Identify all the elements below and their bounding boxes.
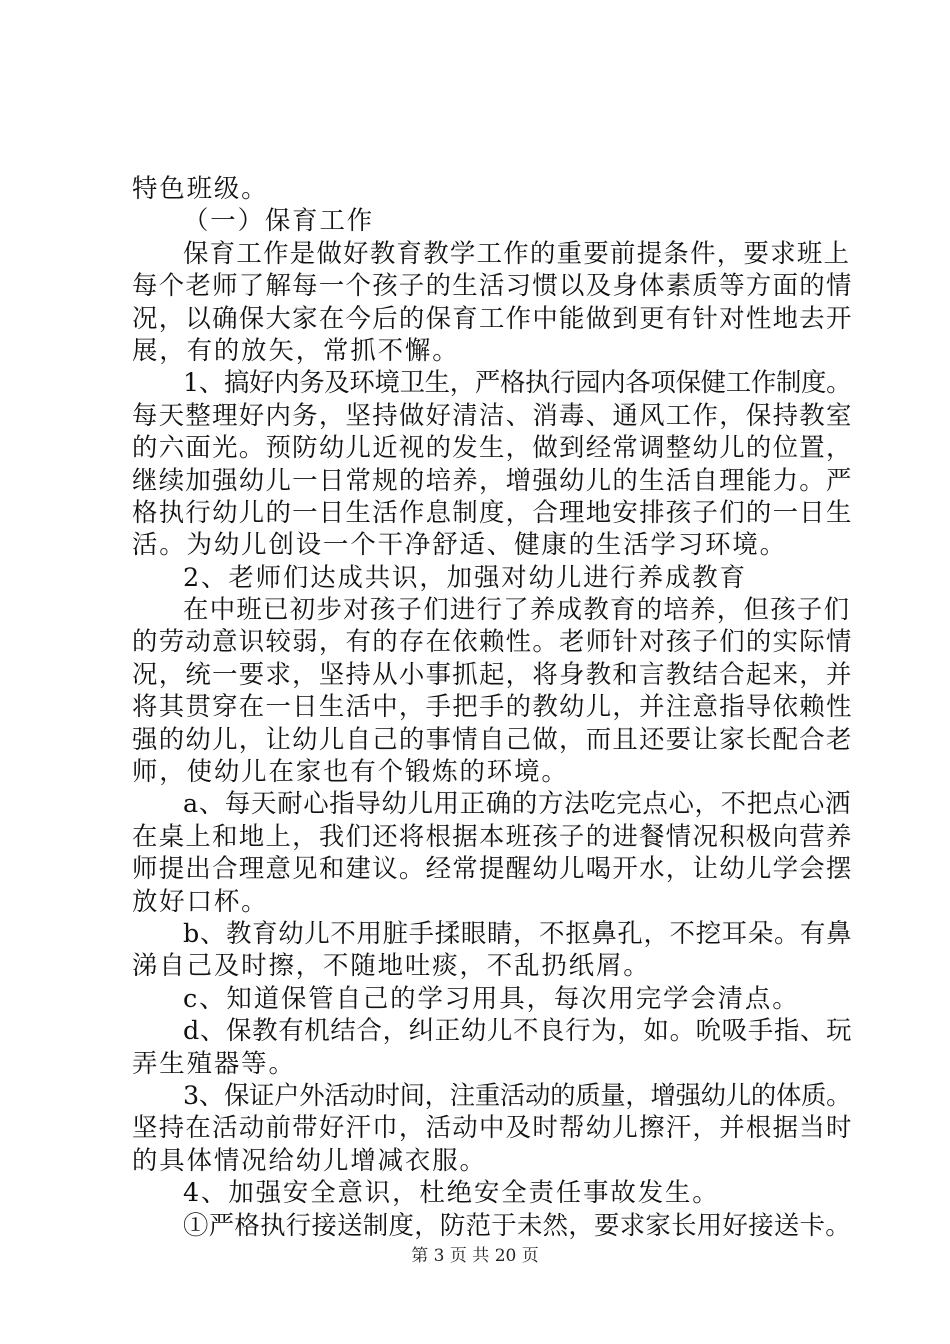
body-line: 活。为幼儿创设一个干净舒适、健康的生活学习环境。 [132,529,787,560]
body-line: 弄生殖器等。 [132,1047,296,1078]
body-line: 4、加强安全意识，杜绝安全责任事故发生。 [183,1177,720,1208]
body-line: 2、老师们达成共识，加强对幼儿进行养成教育 [183,561,747,592]
body-line: 师提出合理意见和建议。经常提醒幼儿喝开水，让幼儿学会摆 [132,853,853,884]
body-line: 况，统一要求，坚持从小事抓起，将身教和言教结合起来，并 [132,658,853,689]
body-line: 涕自己及时擦，不随地吐痰，不乱扔纸屑。 [132,950,651,981]
body-line: 展，有的放矢，常抓不懈。 [132,334,460,365]
body-line: 在中班已初步对孩子们进行了养成教育的培养，但孩子们 [183,594,851,625]
body-line: 况，以确保大家在今后的保育工作中能做到更有针对性地去开 [132,302,853,333]
body-line: 每个老师了解每一个孩子的生活习惯以及身体素质等方面的情 [132,270,853,301]
body-line: 在桌上和地上，我们还将根据本班孩子的进餐情况积极向营养 [132,820,853,851]
body-line: 师，使幼儿在家也有个锻炼的环境。 [132,756,569,787]
section-heading: （一）保育工作 [183,205,375,236]
body-line: ①严格执行接送制度，防范于未然，要求家长用好接送卡。 [183,1209,851,1240]
body-line: 坚持在活动前带好汗巾，活动中及时帮幼儿擦汗，并根据当时 [132,1112,853,1143]
body-line: 强的幼儿，让幼儿自己的事情自己做，而且还要让家长配合老 [132,723,853,754]
page-number-footer: 第 3 页 共 20 页 [411,1246,539,1266]
body-line: c、知道保管自己的学习用具，每次用完学会清点。 [183,982,800,1013]
body-line: 的劳动意识较弱，有的存在依赖性。老师针对孩子们的实际情 [132,626,853,657]
body-line: 的具体情况给幼儿增减衣服。 [132,1144,487,1175]
body-line: 继续加强幼儿一日常规的培养，增强幼儿的生活自理能力。严 [132,464,853,495]
body-line: 格执行幼儿的一日生活作息制度，合理地安排孩子们的一日生 [132,496,853,527]
body-line: 放好口杯。 [132,885,269,916]
body-line: 将其贯穿在一日生活中，手把手的教幼儿，并注意指导依赖性 [132,691,853,722]
body-line: b、教育幼儿不用脏手揉眼睛，不抠鼻孔，不挖耳朵。有鼻 [183,917,853,948]
body-line: a、每天耐心指导幼儿用正确的方法吃完点心，不把点心洒 [183,788,852,819]
body-line: 每天整理好内务，坚持做好清洁、消毒、通风工作，保持教室 [132,399,853,430]
body-line: 1、搞好内务及环境卫生，严格执行园内各项保健工作制度。 [183,367,852,398]
body-line: d、保教有机结合，纠正幼儿不良行为，如。吮吸手指、玩 [183,1015,853,1046]
body-line: 3、保证户外活动时间，注重活动的质量，增强幼儿的体质。 [183,1079,852,1110]
body-line: 的六面光。预防幼儿近视的发生，做到经常调整幼儿的位置， [132,432,853,463]
body-line: 特色班级。 [132,173,269,203]
body-line: 保育工作是做好教育教学工作的重要前提条件，要求班上 [183,237,851,268]
document-body [132,172,852,1241]
